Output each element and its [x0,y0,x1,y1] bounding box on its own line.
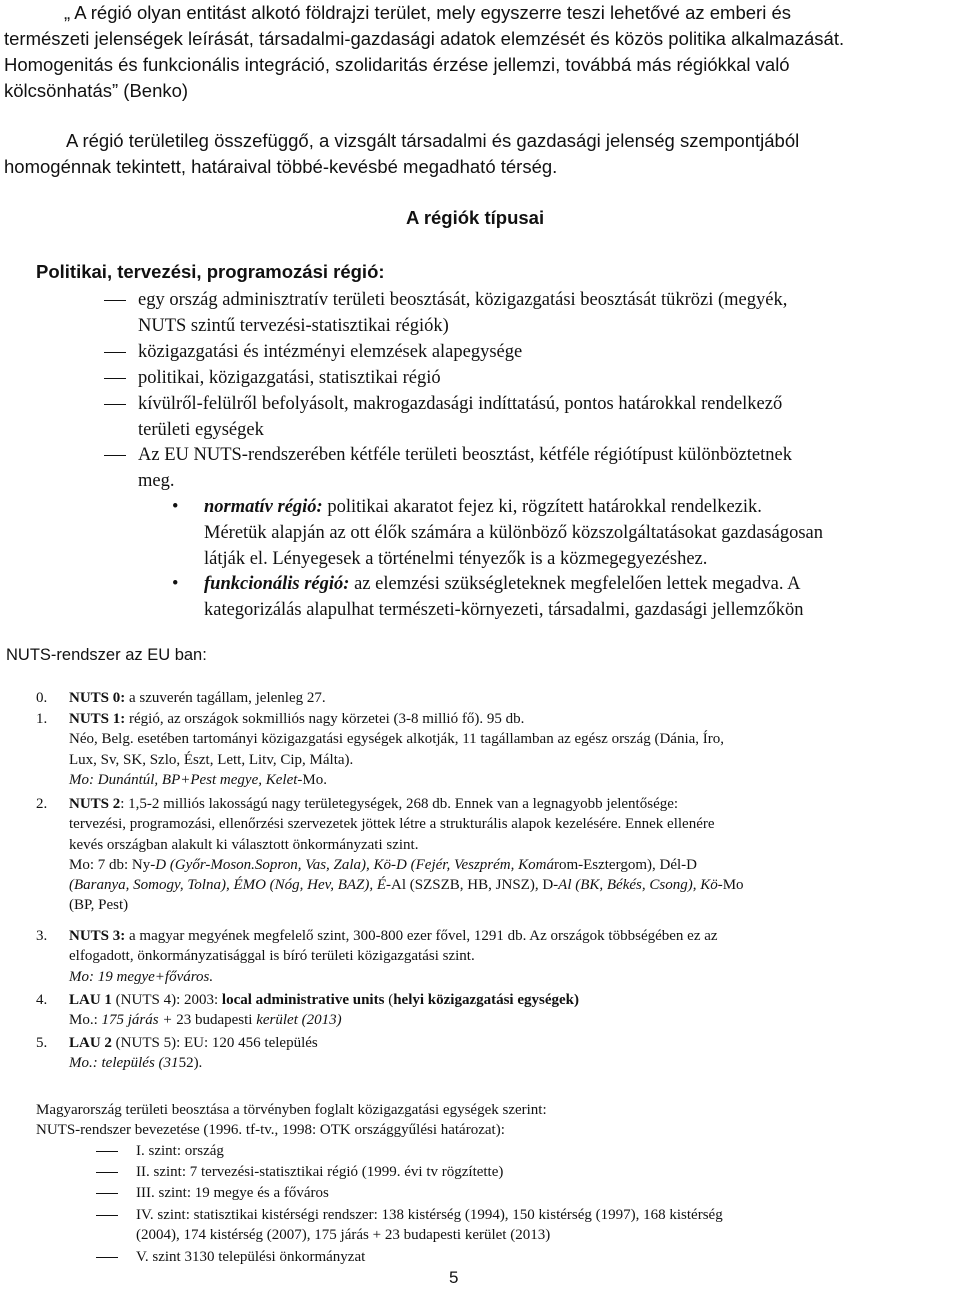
nuts-desc: ( [384,992,394,1008]
nuts-desc: D (Győr-Moson.Sopron, Vas, Zala), Kö-D (Fejér, Veszprém, Komá [155,856,554,873]
nuts-desc: (NUTS 4): 2003: [111,992,222,1008]
list-item-text: meg. [138,471,175,491]
hungary-item [96,1162,900,1182]
list-item [104,339,956,365]
nuts-desc: 52). [178,1055,203,1072]
bullet-text: Méretük alapján az ott élők számára a különböző közszolgáltatásokat gazdaságosan [204,523,823,543]
nuts-desc: Mo: 7 db: Ny- [69,856,156,873]
list-number: 2. [36,796,48,812]
nuts-item-4 [36,990,900,1031]
section-title: A régiók típusai [406,207,545,228]
hungary-line: NUTS-rendszer bevezetése (1996. tf-tv., 1998: OTK országgyűlési határozat): [36,1122,505,1139]
intro-line: kölcsönhatás” (Benko) [4,80,189,101]
list-item [104,365,956,391]
nuts-desc: Lux, Sv, SK, Szlo, Észt, Lett, Litv, Cip, Málta). [69,751,354,768]
nuts-level: NUTS 3: [69,928,126,944]
bullet-text: kategorizálás alapulhat természeti-környezeti, társadalmi, gazdasági jellemzőkön [204,600,804,620]
dash-icon [96,1172,118,1173]
bullet-item-normativ [172,494,960,572]
nuts-desc: Al (BK, Békés, Csong), Kö- [558,877,723,894]
bullet-icon: • [172,574,179,594]
hungary-intro [36,1100,916,1141]
nuts-level: NUTS 1: [69,711,126,727]
bullet-term: funkcionális régió: [204,574,350,594]
list-item-text: NUTS szintű tervezési-statisztikai régiók) [138,316,449,336]
political-heading: Politikai, tervezési, programozási régió: [36,261,385,282]
hungary-item-text: V. szint 3130 települési önkormányzat [136,1249,366,1265]
hungary-item-text: (2004), 174 kistérség (2007), 175 járás + 23 budapesti kerület (2013) [136,1227,551,1244]
list-item-text: közigazgatási és intézményi elemzések alapegysége [138,342,523,362]
nuts-desc: rom-Esztergom), Dél- [553,856,687,873]
nuts-desc: Mo. [302,771,327,788]
nuts-desc: 175 járás + [101,1012,177,1029]
hungary-item [96,1247,900,1267]
nuts-desc: local administrative units [221,992,385,1008]
intro-paragraph-2 [4,128,954,180]
bullet-text: politikai akaratot fejez ki, rögzített határokkal rendelkezik. [327,497,762,517]
nuts-label: NUTS-rendszer az EU ban: [6,646,207,664]
nuts-desc: Al (SZSZB, HB, JNSZ), D- [391,877,559,894]
hungary-item [96,1183,900,1203]
nuts-desc: Mo: Dunántúl, BP+Pest megye, Kelet- [69,771,303,788]
nuts-desc: : 1,5-2 milliós lakosságú nagy területegységek, 268 db. Ennek van a legnagyobb jelentősége: [120,796,679,812]
nuts-item-5 [36,1033,900,1074]
intro-paragraph-1 [4,0,954,104]
nuts-desc: (Baranya, Somogy, Tolna), ÉMO (Nóg, Hev, BAZ), É- [69,877,392,894]
nuts-desc: Néo, Belg. esetében tartományi közigazgatási egységek alkotják, 11 tagállamban az egész ország (Dánia, Íro, [69,731,725,748]
bullet-term: normatív régió: [204,497,323,517]
dash-icon [96,1151,118,1152]
nuts-desc: Mo.: település (31 [69,1055,179,1072]
dash-icon [104,352,126,353]
list-item-text: területi egységek [138,420,264,440]
bullet-icon: • [172,497,179,517]
nuts-desc: (NUTS 5): EU: 120 456 település [111,1035,318,1051]
hungary-line: Magyarország területi beosztása a törvényben foglalt közigazgatási egységek szerint: [36,1102,547,1118]
list-item-text: kívülről-felülről befolyásolt, makrogazdasági indíttatású, pontos határokkal rendelkező [138,394,783,414]
hungary-item [96,1141,900,1161]
dash-icon [96,1193,118,1194]
nuts-desc: (BP, Pest) [69,897,129,914]
hungary-item-text: IV. szint: statisztikai kistérségi rendszer: 138 kistérség (1994), 150 kistérség (1997), 168 kistérség [136,1207,723,1223]
nuts-desc: D [686,856,697,873]
dash-icon [104,455,126,456]
list-number: 3. [36,928,48,944]
nuts-desc: 23 budapesti [176,1012,257,1029]
intro-line: homogénnak tekintett, határaival többé-kevésbé megadható térség. [4,156,558,177]
nuts-desc: a szuverén tagállam, jelenleg 27. [125,690,326,706]
hungary-item [96,1205,900,1246]
hungary-item-text: II. szint: 7 tervezési-statisztikai régió (1999. évi tv rögzítette) [136,1164,504,1180]
nuts-desc: Mo.: [69,1012,102,1029]
nuts-desc: kerület (2013) [256,1012,342,1029]
intro-line: A régió területileg összefüggő, a vizsgált társadalmi és gazdasági jelenség szempontjából [66,130,800,151]
dash-icon [104,404,126,405]
list-item-text: politikai, közigazgatási, statisztikai régió [138,368,441,388]
intro-line: Homogenitás és funkcionális integráció, szolidaritás érzése jellemzi, továbbá más régiókkal való [4,54,790,75]
intro-line: természeti jelenségek leírását, társadalmi-gazdasági adatok elemzését és közös politika alkalmazását. [4,28,845,49]
nuts-desc: helyi közigazgatási egységek) [393,992,579,1008]
bullet-text: látják el. Lényegesek a történelmi tényezők is a közmegegyezéshez. [204,549,708,569]
list-item [104,391,956,443]
list-item-text: Az EU NUTS-rendszerében kétféle területi beosztást, kétféle régiótípust különböztetnek [138,445,792,465]
dash-icon [96,1257,118,1258]
list-number: 4. [36,992,48,1008]
nuts-level: LAU 2 [69,1035,112,1051]
nuts-desc: elfogadott, önkormányzatisággal is bíró területi közigazgatási szint. [69,948,475,965]
nuts-item-2 [36,794,900,916]
nuts-level: NUTS 0: [69,690,126,706]
nuts-level: LAU 1 [69,992,112,1008]
nuts-desc: régió, az országok sokmilliós nagy körzetei (3-8 millió fő). 95 db. [125,711,525,727]
nuts-desc: Mo: 19 megye+főváros. [69,968,214,985]
list-item [104,442,956,494]
list-item [104,287,956,339]
nuts-desc: tervezési, programozási, ellenőrzési szervezetek jöttek létre a strukturális alapok kezelésére. Ennek ellenére [69,816,715,833]
nuts-desc: kevés országban alakult ki választott önkormányzati szint. [69,836,419,853]
dash-icon [104,300,126,301]
bullet-text: az elemzési szükségleteknek megfelelően lettek megadva. A [354,574,801,594]
list-number: 1. [36,711,48,727]
nuts-desc: a magyar megyének megfelelő szint, 300-800 ezer fővel, 1291 db. Az országok többségében ez az [125,928,718,944]
nuts-item-3 [36,926,900,987]
list-number: 0. [36,690,48,706]
list-item-text: egy ország adminisztratív területi beosztását, közigazgatási beosztását tükrözi (megyék, [138,290,788,310]
nuts-level: NUTS 2 [69,796,121,812]
bullet-item-funkcionalis [172,571,960,623]
intro-line: „ A régió olyan entitást alkotó földrajzi terület, mely egyszerre teszi lehetővé az emberi és [64,2,791,23]
page-number: 5 [449,1268,459,1287]
list-number: 5. [36,1035,48,1051]
hungary-item-text: I. szint: ország [136,1143,224,1159]
dash-icon [104,378,126,379]
nuts-item-1 [36,709,900,790]
hungary-item-text: III. szint: 19 megye és a főváros [136,1185,329,1201]
dash-icon [96,1215,118,1216]
nuts-item-0 [36,688,900,708]
nuts-desc: Mo [722,877,744,894]
